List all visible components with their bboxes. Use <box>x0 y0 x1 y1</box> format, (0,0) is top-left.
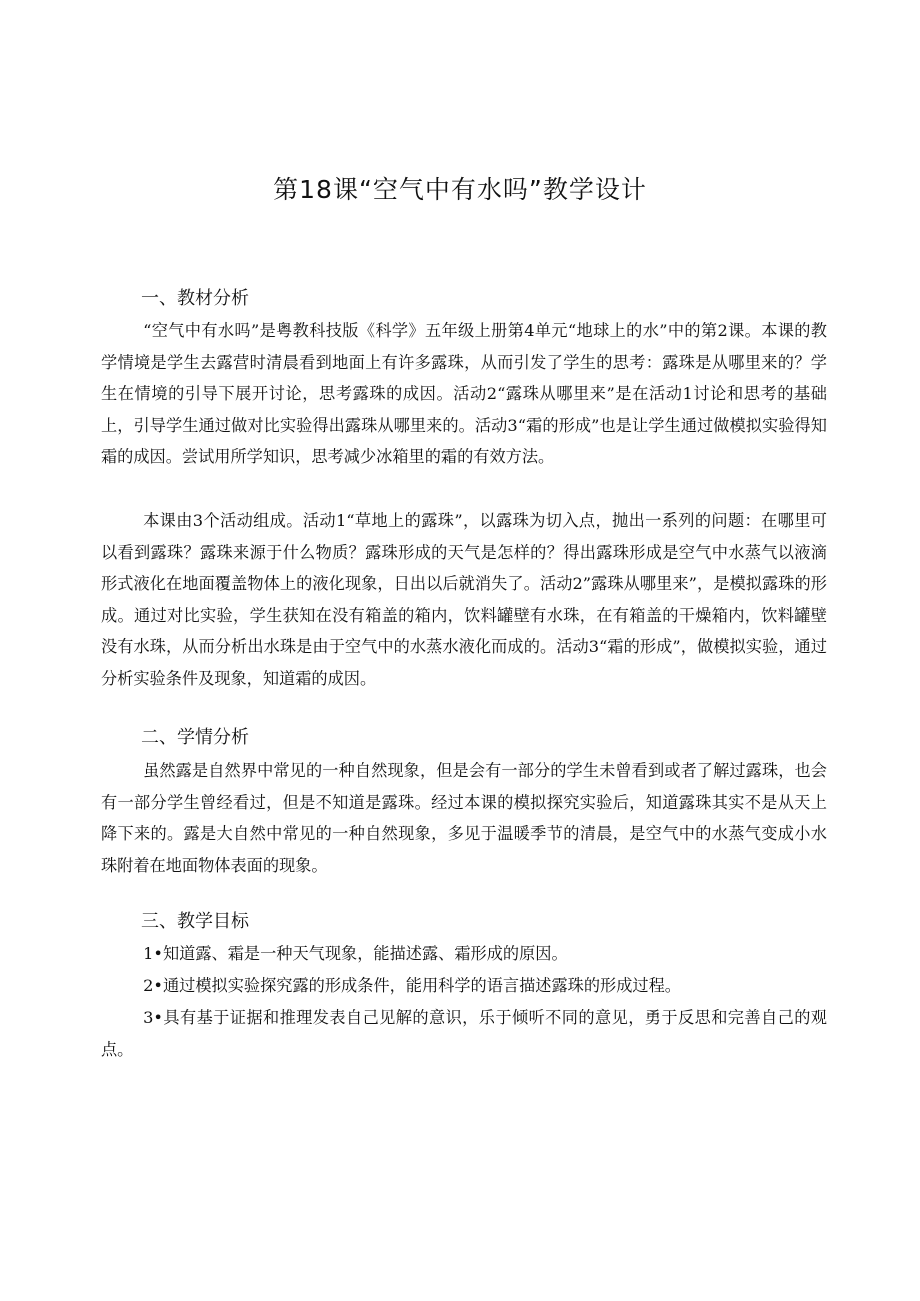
section-heading-textbook-analysis: 一、教材分析 <box>141 288 249 309</box>
paragraph-textbook-analysis-2: 本课由3个活动组成。活动1“草地上的露珠”，以露珠为切入点，抛出一系列的问题：在哪里可以看到露珠？露珠来源于什么物质？露珠形成的天气是怎样的？得出露珠形成是空气中水蒸气以液滴形式液化在地面覆盖物体上的液化现象，日出以后就消失了。活动2”露珠从哪里来”，是模拟露珠的形成。通过对比实验，学生获知在没有箱盖的箱内，饮料罐壁有水珠，在有箱盖的干燥箱内，饮料罐壁没有水珠，从而分析出水珠是由于空气中的水蒸水液化而成的。活动3“霜的形成”，做模拟实验，通过分析实验条件及现象，知道霜的成因。 <box>101 511 827 688</box>
goal-item-1: 1•知道露、霜是一种天气现象，能描述露、霜形成的原因。 <box>143 944 568 963</box>
goal-item-3: 3•具有基于证据和推理发表自己见解的意识，乐于倾听不同的意见，勇于反思和完善自己的观点。 <box>101 1008 827 1059</box>
section-heading-teaching-goals: 三、教学目标 <box>141 911 249 932</box>
document-title: 第18课“空气中有水吗”教学设计 <box>273 175 647 204</box>
section-heading-student-analysis: 二、学情分析 <box>141 727 249 748</box>
paragraph-student-analysis: 虽然露是自然界中常见的一种自然现象，但是会有一部分的学生未曾看到或者了解过露珠，也会有一部分学生曾经看过，但是不知道是露珠。经过本课的模拟探究实验后，知道露珠其实不是从天上降下来的。露是大自然中常见的一种自然现象，多见于温暖季节的清晨，是空气中的水蒸气变成小水珠附着在地面物体表面的现象。 <box>101 761 827 875</box>
goal-item-2: 2•通过模拟实验探究露的形成条件，能用科学的语言描述露珠的形成过程。 <box>143 976 681 995</box>
paragraph-textbook-analysis-1: “空气中有水吗”是粤教科技版《科学》五年级上册第4单元“地球上的水”中的第2课。本课的教学情境是学生去露营时清晨看到地面上有许多露珠，从而引发了学生的思考：露珠是从哪里来的？学生在情境的引导下展开讨论，思考露珠的成因。活动2“露珠从哪里来”是在活动1讨论和思考的基础上，引导学生通过做对比实验得出露珠从哪里来的。活动3“霜的形成”也是让学生通过做模拟实验得知霜的成因。尝试用所学知识，思考减少冰箱里的霜的有效方法。 <box>101 321 827 467</box>
